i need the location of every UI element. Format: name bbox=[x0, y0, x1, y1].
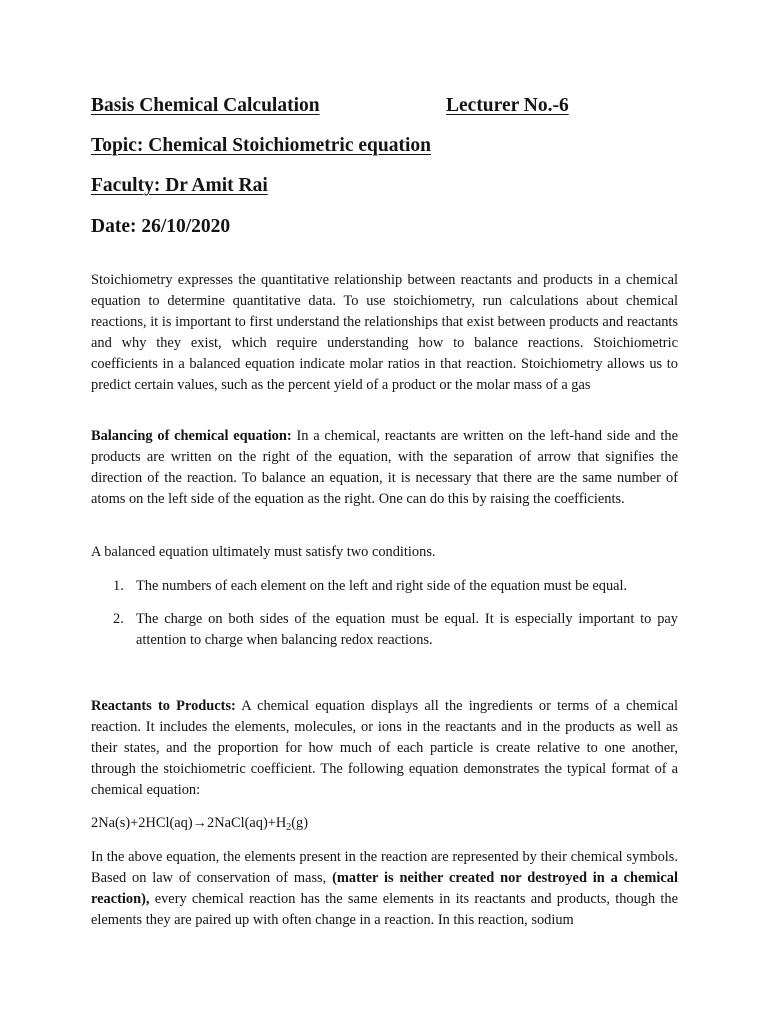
lecture-number: Lecturer No.-6 bbox=[446, 95, 569, 116]
balancing-term: Balancing of chemical equation: bbox=[91, 428, 292, 444]
equation-tail: (g) bbox=[291, 815, 309, 831]
date-heading: Date: 26/10/2020 bbox=[91, 216, 231, 237]
reactants-paragraph bbox=[91, 696, 678, 801]
equation-subscript: 2 bbox=[286, 822, 292, 833]
faculty-heading: Faculty: Dr Amit Rai bbox=[91, 175, 268, 196]
explanation-paragraph bbox=[91, 847, 678, 931]
condition-text: The charge on both sides of the equation must be equal. It is especially important to pay attention to charge when balancing redox reactions. bbox=[136, 611, 678, 648]
equation-main: 2Na(s)+2HCl(aq)→2NaCl(aq)+H bbox=[91, 815, 287, 831]
topic-heading: Topic: Chemical Stoichiometric equation bbox=[91, 135, 431, 156]
chemical-equation bbox=[91, 813, 678, 834]
explanation-text-a: In the above equation, the elements present in the reaction are represented by their chemical symbols. Based on law of conservation of mass, bbox=[91, 849, 678, 886]
conditions-intro: A balanced equation ultimately must satisfy two conditions. bbox=[91, 544, 436, 560]
balancing-text: In a chemical, reactants are written on the left-hand side and the products are written on the right of the equation, with the separation of arrow that signifies the direction of the reaction. To balance an equation, it is necessary that there are the same number of atoms on the left side of the equation as the right. One can do this by raising the coefficients. bbox=[91, 428, 678, 507]
condition-text: The numbers of each element on the left and right side of the equation must be equal. bbox=[136, 578, 628, 594]
course-title: Basis Chemical Calculation bbox=[91, 95, 320, 116]
intro-paragraph: Stoichiometry expresses the quantitative relationship between reactants and products in a chemical equation to determine quantitative data. To use stoichiometry, run calculations about chemical reactions, it is important to first understand the relationships that exist between products and reactants and why they exist, which require understanding how to balance reactions. Stoichiometric coefficients in a balanced equation indicate molar ratios in that reaction. Stoichiometry allows us to predict certain values, such as the percent yield of a product or the molar mass of a gas bbox=[91, 272, 678, 393]
explanation-text-b: every chemical reaction has the same elements in its reactants and products, though the elements they are paired up with often change in a reaction. In this reaction, sodium bbox=[91, 890, 678, 928]
reactants-text: A chemical equation displays all the ingredients or terms of a chemical reaction. It includes the elements, molecules, or ions in the reactants and in the products as well as their states, and the proportion for how much of each particle is create relative to one another, through the stoichiometric coefficient. The following equation demonstrates the typical format of a chemical equation: bbox=[91, 698, 678, 798]
condition-number: 1. bbox=[113, 578, 124, 594]
explanation-bold: (matter is neither created nor destroyed in a chemical reaction), bbox=[91, 869, 679, 907]
balancing-paragraph bbox=[91, 426, 678, 510]
reactants-term: Reactants to Products: bbox=[91, 698, 236, 714]
condition-number: 2. bbox=[113, 611, 124, 627]
